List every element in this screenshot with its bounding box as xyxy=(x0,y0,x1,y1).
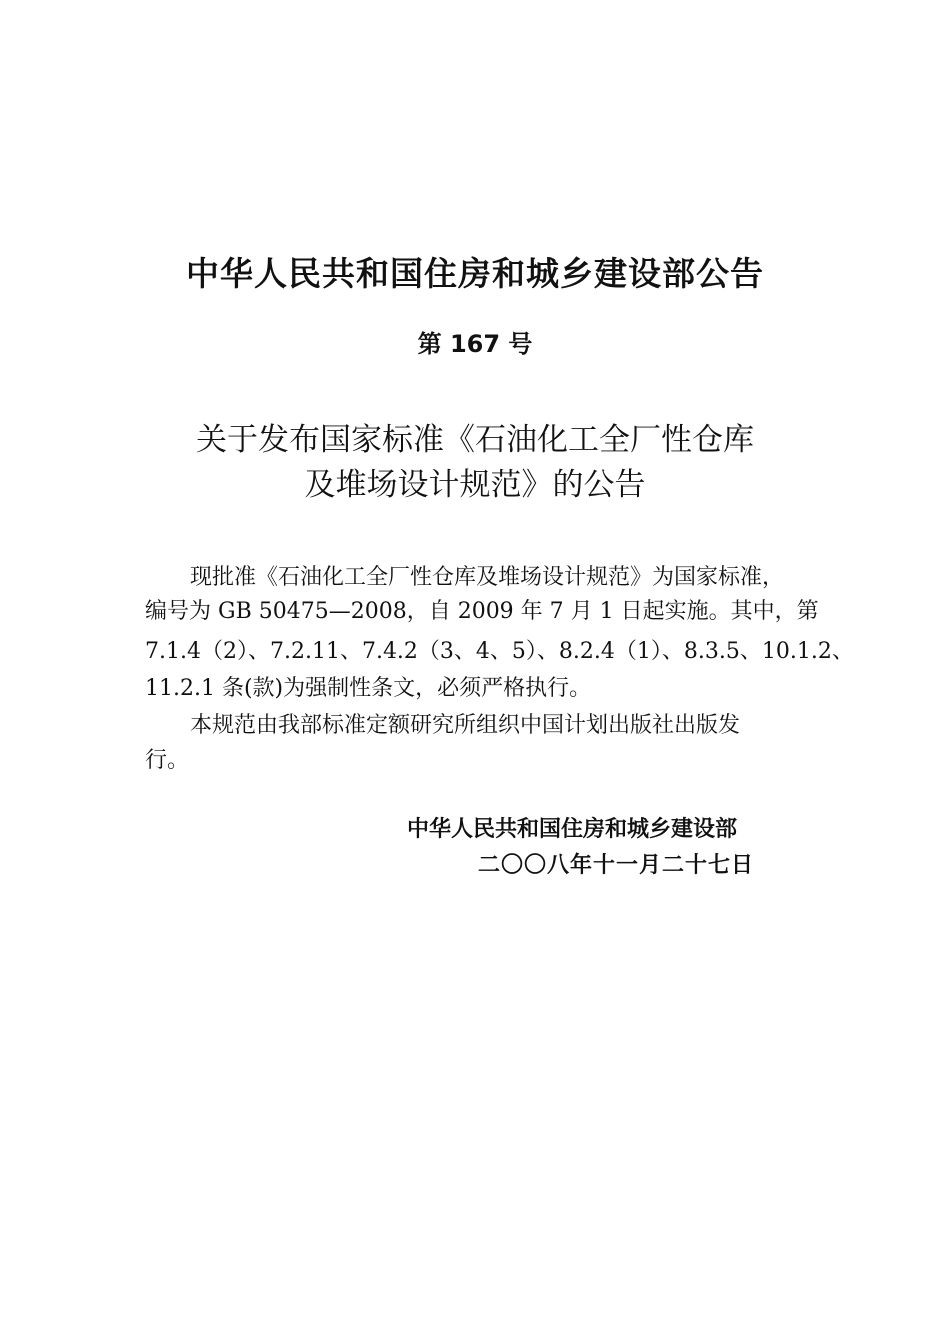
notice-subject-line-1: 关于发布国家标准《石油化工全厂性仓库 xyxy=(196,422,754,458)
notice-number: 第 167 号 xyxy=(417,330,533,358)
notice-title: 中华人民共和国住房和城乡建设部公告 xyxy=(186,254,764,293)
signature-department: 中华人民共和国住房和城乡建设部 xyxy=(407,817,738,842)
body-paragraph-line: 行。 xyxy=(145,748,190,773)
body-paragraph-line: 现批准《石油化工全厂性仓库及堆场设计规范》为国家标准， xyxy=(190,565,785,590)
body-paragraph-line: 编号为 GB 50475—2008，自 2009 年 7 月 1 日起实施。其中，第 xyxy=(145,599,819,624)
signature-date: 二〇〇八年十一月二十七日 xyxy=(478,853,755,878)
body-paragraph-line: 本规范由我部标准定额研究所组织中国计划出版社出版发 xyxy=(190,713,741,738)
body-paragraph-line: 11.2.1 条(款)为强制性条文，必须严格执行。 xyxy=(145,676,592,701)
body-paragraph-line: 7.1.4（2）、7.2.11、7.4.2（3、4、5）、8.2.4（1）、8.3.5、10.1.2、 xyxy=(145,639,854,664)
notice-subject-line-2: 及堆场设计规范》的公告 xyxy=(304,467,646,503)
